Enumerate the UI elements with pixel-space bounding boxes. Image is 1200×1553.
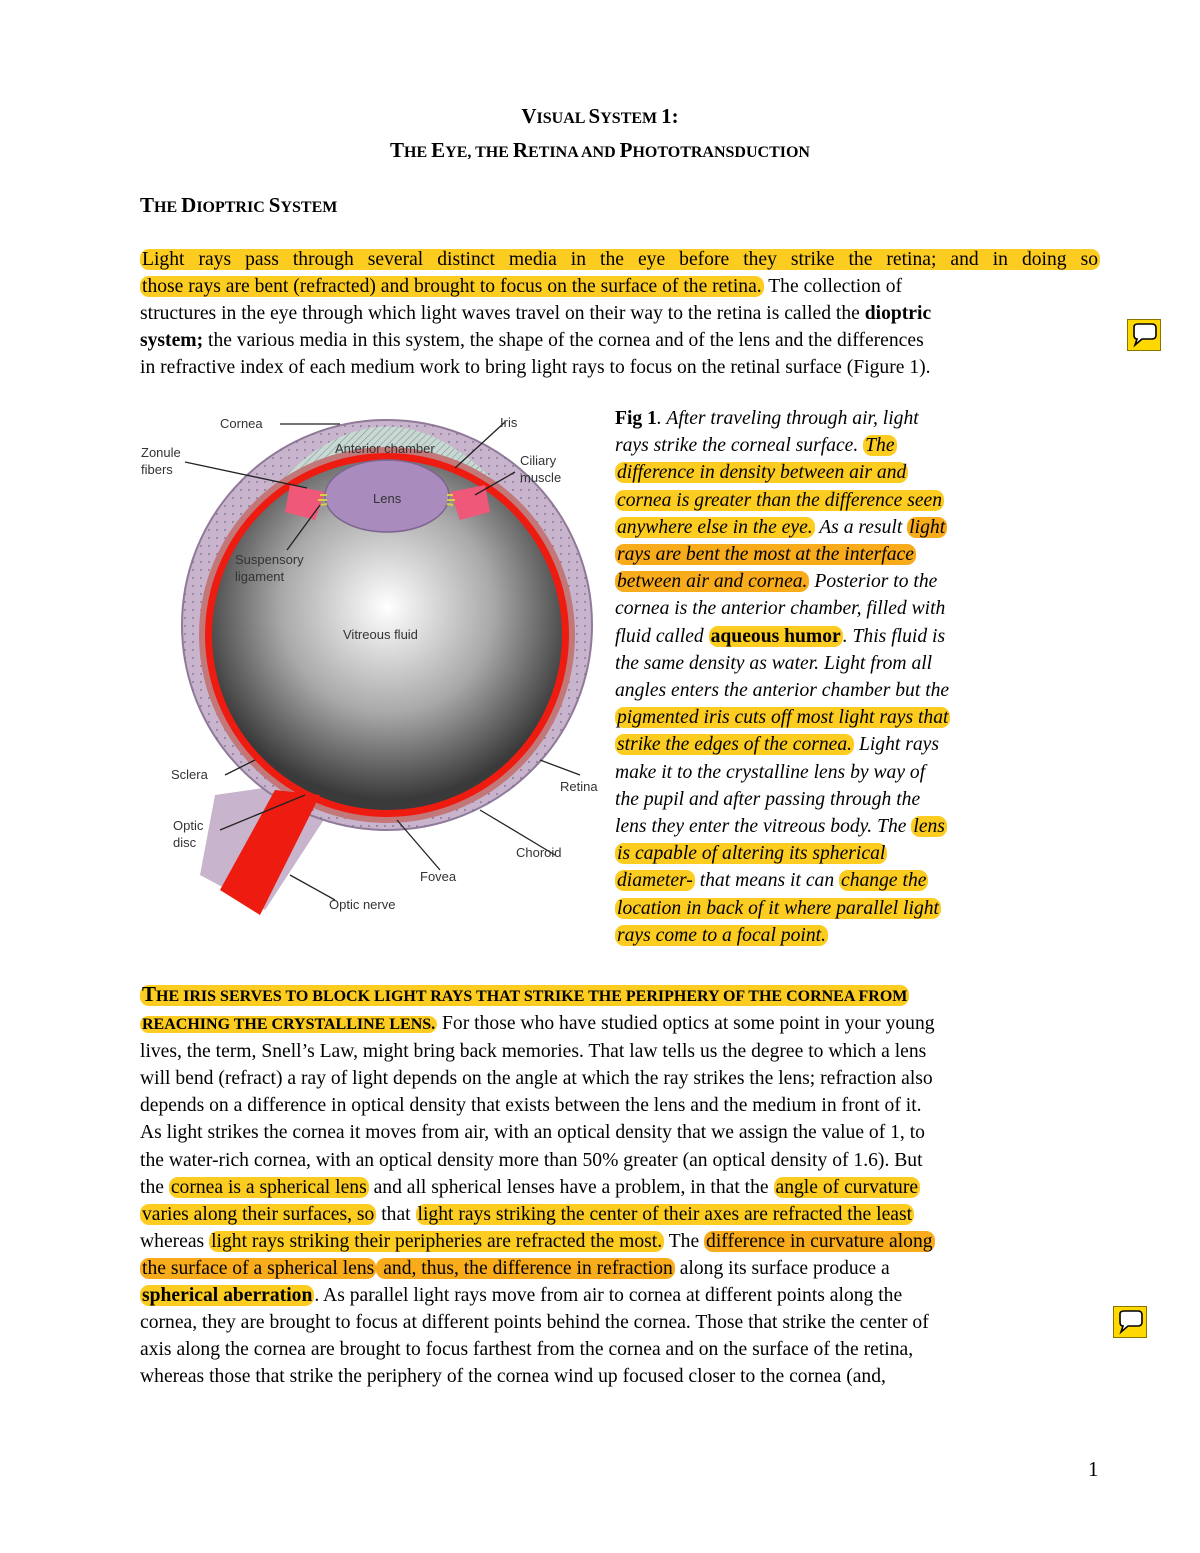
comment-icon[interactable] (1127, 319, 1161, 351)
label-cornea: Cornea (220, 416, 263, 431)
label-optic-nerve: Optic nerve (329, 897, 396, 912)
label-fibers: fibers (141, 462, 173, 477)
label-fovea: Fovea (420, 869, 457, 884)
label-zonule: Zonule (141, 445, 181, 460)
label-iris: Iris (500, 415, 518, 430)
eye-diagram (135, 400, 610, 920)
label-muscle: muscle (520, 470, 562, 485)
label-anterior-chamber: Anterior chamber (335, 441, 435, 456)
label-sclera: Sclera (171, 767, 208, 782)
label-vitreous-fluid: Vitreous fluid (343, 627, 418, 642)
term-dioptric: dioptric (864, 303, 932, 325)
term-system: system; (140, 330, 204, 352)
comment-icon[interactable] (1113, 1306, 1147, 1338)
label-suspensory: Suspensory (235, 552, 304, 567)
label-ligament: ligament (235, 569, 285, 584)
highlight: Light rays pass through several distinct media in the eye before they strike the retina; and in doing so (142, 249, 1098, 270)
label-optic: Optic (173, 818, 204, 833)
paragraph-iris: THE IRIS SERVES TO BLOCK LIGHT RAYS THAT STRIKE THE PERIPHERY OF THE CORNEA FROM REACHING THE CRYSTALLINE LENS. For those who have studied optics at some point in your young lives, the term, Snell’s Law, might bring back memories. That law tells us the degree to which a lens will bend (refract) a ray of light depends on the angle at which the ray strikes the lens; refraction also depends on a difference in optical density that exists between the lens and the medium in front of it. As light strikes the cornea it moves from air, with an optical density that we assign the value of 1, to the water-rich cornea, with an optical density more than 50% greater (an optical density of 1.6). But the cornea is a spherical lens and all spherical lenses have a problem, in that the angle of curvature varies along their surfaces, so that light rays striking the center of their axes are refracted the least whereas light rays striking their peripheries are refracted the most. The difference in curvature along the surface of a spherical lens and, thus, the difference in refraction along its surface produce a spherical aberration . As parallel light rays move from air to cornea at different points along the cornea, they are brought to focus at different points behind the cornea. Those that strike the center of axis along the cornea are brought to focus farthest from the cornea and on the surface of the retina, whereas those that strike the periphery of the cornea wind up focused closer to the cornea (and, (140, 982, 935, 1388)
label-choroid: Choroid (516, 845, 562, 860)
figure-label: Fig 1 (615, 408, 657, 429)
page-subtitle: THE EYE, THE RETINA AND PHOTOTRANSDUCTION (390, 138, 810, 162)
page-title: VISUAL SYSTEM 1: (521, 104, 679, 128)
figure-caption: Fig 1. After traveling through air, light rays strike the corneal surface. The difference in density between air and cornea is greater than the difference seen anywhere else in the eye. As a result light rays are bent the most at the interface between air and cornea. Posterior to the cornea is the anterior chamber, filled with fluid called aqueous humor . This fluid is the same density as water. Light from all angles enters the anterior chamber but the pigmented iris cuts off most light rays that strike the edges of the cornea. Light rays make it to the crystalline lens by way of the pupil and after passing through the lens they enter the vitreous body. The lens is capable of altering its spherical diameter- that means it can change the location in back of it where parallel light rays come to a focal point. (615, 408, 950, 946)
label-lens: Lens (373, 491, 402, 506)
section-heading: THE DIOPTRIC SYSTEM (140, 193, 338, 217)
paragraph-dioptric-system: Light rays pass through several distinct media in the eye before they strike the retina; and in doing so those rays are bent (refracted) and brought to focus on the surface of the retina. The collection of structures in the eye through which light waves travel on their way to the retina is called the dioptric system; the various media in this system, the shape of the cornea and of the lens and the differences in refractive index of each medium work to bring light rays to focus on the retinal surface (Figure 1). (140, 249, 1098, 379)
label-retina: Retina (560, 779, 598, 794)
term-aqueous-humor: aqueous humor (710, 625, 841, 647)
page-number: 1 (1088, 1457, 1099, 1481)
label-ciliary: Ciliary (520, 453, 557, 468)
term-spherical-aberration: spherical aberration (142, 1285, 313, 1307)
highlight: those rays are bent (refracted) and brought to focus on the surface of the retina. (142, 276, 762, 298)
label-disc: disc (173, 835, 197, 850)
iris-heading: THE IRIS SERVES TO BLOCK LIGHT RAYS THAT STRIKE THE PERIPHERY OF THE CORNEA FROM (142, 982, 908, 1006)
